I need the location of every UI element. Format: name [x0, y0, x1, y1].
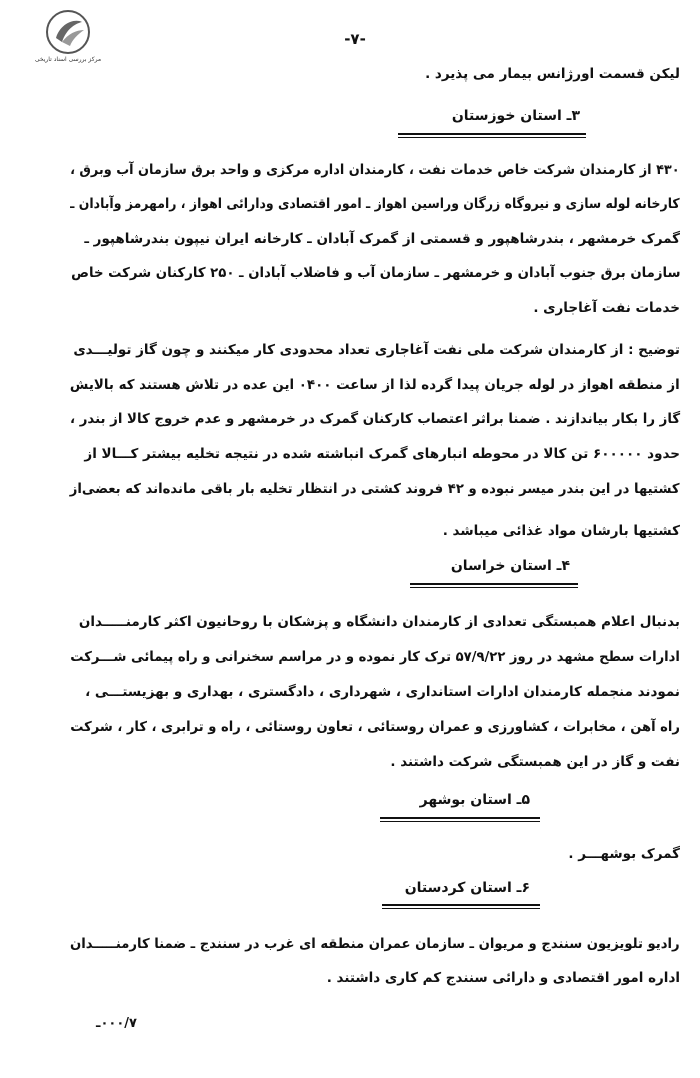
archive-logo-icon [44, 8, 92, 56]
khuzestan-line-3: گمرک خرمشهر ، بندرشاهپور و قسمتی از گمرک آبادان ـ کارخانه ایران نیپون بندرشاهپور ـ [84, 231, 680, 247]
section-heading-khuzestan: ۳ـ استان خوزستان [451, 108, 580, 124]
heading-underline [410, 587, 578, 588]
khorasan-line-3: نمودند منجمله کارمندان ادارات استانداری ، شهرداری ، دادگستری ، بهداری و بهزیستـــی ، [85, 684, 680, 700]
footer-number: ۰۰۰/۷ـ [96, 1016, 137, 1031]
heading-underline [382, 908, 540, 909]
note-line-2: از منطقه اهواز در لوله جریان پیدا گرده لذا از ساعت ۰۴۰۰ این عده در تلاش هستند که بالایش [70, 377, 680, 393]
heading-underline [380, 821, 540, 822]
note-line-1: توضیح : از کارمندان شرکت ملی نفت آغاجاری تعداد محدودی کار میکنند و چون گاز تولیـــدی [73, 342, 680, 358]
heading-underline [382, 904, 540, 906]
heading-underline [380, 817, 540, 819]
khuzestan-line-5: خدمات نفت آغاجاری . [533, 300, 680, 316]
archive-logo [8, 8, 128, 68]
note-line-5: کشتیها در این بندر میسر نبوده و ۴۲ فروند کشتی در انتظار تخلیه بار باقی مانده‌اند که بعضی‌از [70, 481, 680, 497]
section-heading-bushehr: ۵ـ استان بوشهر [419, 792, 530, 808]
khorasan-line-1: بدنبال اعلام همبستگی تعدادی از کارمندان دانشگاه و پزشکان با روحانیون اکثر کارمنـــــدان [78, 614, 680, 630]
bushehr-line: گمرک بوشهـــر . [568, 846, 680, 862]
khorasan-line-2: ادارات سطح مشهد در روز ۵۷/۹/۲۲ ترک کار نموده و در مراسم سخنرانی و راه پیمائی شـــرکت [70, 649, 680, 665]
page-number: -۷- [344, 30, 366, 48]
heading-underline [410, 583, 578, 585]
note-line-3: گاز را بکار بیاندازند . ضمنا براثر اعتصاب کارکنان گمرک در خرمشهر و عدم خروج کالا از بندر ، [69, 411, 680, 427]
note-line-4: حدود ۶۰۰۰۰۰ تن کالا در محوطه انبارهای گمرک انباشته شده در نتیجه تخلیه بیشتر کـــالا از [84, 446, 680, 462]
heading-underline [398, 137, 586, 138]
khuzestan-line-4: سازمان برق جنوب آبادان و خرمشهر ـ سازمان آب و فاضلاب آبادان ـ ۲۵۰ کارکنان شرکت خاص [70, 265, 681, 281]
note-line-6: کشتیها بارشان مواد غذائی میباشد . [442, 523, 680, 539]
archive-logo-text: مرکز بررسی اسناد تاریخی [34, 56, 102, 63]
khorasan-line-5: نفت و گاز در این همبستگی شرکت داشتند . [390, 754, 680, 770]
khuzestan-line-1: ۴۳۰ از کارمندان شرکت خاص خدمات نفت ، کارمندان اداره مرکزی و واحد برق سازمان آب وبرق ، [70, 162, 680, 178]
section-heading-khorasan: ۴ـ استان خراسان [450, 558, 570, 574]
heading-underline [398, 133, 586, 135]
khuzestan-line-2: کارخانه لوله سازی و نیروگاه زرگان وراسین اهواز ـ امور اقتصادی ودارائی اهواز ، رامهرمز وآبادان ـ [70, 196, 680, 212]
kurdistan-line-2: اداره امور اقتصادی و دارائی سنندج کم کاری داشتند . [326, 970, 680, 986]
intro-line: لیکن قسمت اورژانس بیمار می پذیرد . [425, 66, 680, 82]
khorasan-line-4: راه آهن ، مخابرات ، کشاورزی و عمران روستائی ، تعاون روستائی ، راه و ترابری ، کار ، شرکت [70, 719, 680, 735]
section-heading-kurdistan: ۶ـ استان کردستان [404, 880, 530, 896]
kurdistan-line-1: رادیو تلویزیون سنندج و مریوان ـ سازمان عمران منطقه ای غرب در سنندج ـ ضمنا کارمنـــــدان [70, 936, 680, 952]
